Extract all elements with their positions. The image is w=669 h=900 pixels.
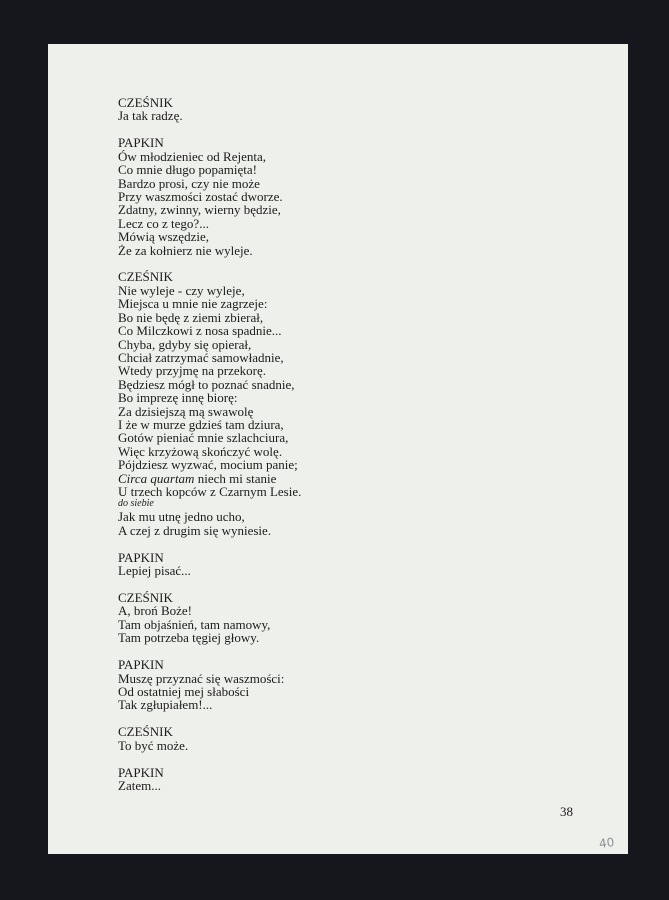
- verse-line: Chyba, gdyby się opierał,: [118, 336, 252, 352]
- speaker-name: PAPKIN: [118, 549, 164, 565]
- verse-line: Zdatny, zwinny, wierny będzie,: [118, 202, 281, 218]
- verse-line-rest: niech mi stanie: [194, 470, 277, 486]
- verse-line: Co mnie długo popamięta!: [118, 162, 258, 178]
- speaker-name: CZEŚNIK: [118, 269, 173, 285]
- pencil-page-mark: 40: [598, 835, 616, 851]
- stage-direction: do siebie: [118, 498, 154, 510]
- verse-line: Za dzisiejszą mą swawolę: [118, 403, 254, 419]
- verse-line: A, broń Boże!: [118, 603, 193, 619]
- verse-line: Zatem...: [118, 777, 161, 793]
- verse-line: Lepiej pisać...: [118, 563, 191, 579]
- verse-line: Pójdziesz wyzwać, mocium panie;: [118, 457, 298, 473]
- speaker-name: PAPKIN: [118, 764, 164, 780]
- dialogue-block: [118, 725, 301, 752]
- speaker-name: CZEŚNIK: [118, 590, 173, 605]
- verse-line: Mówią wszędzie,: [118, 229, 209, 245]
- dialogue-block: [118, 96, 301, 123]
- verse-line: Co Milczkowi z nosa spadnie...: [118, 323, 282, 339]
- verse-line: U trzech kopców z Czarnym Lesie.: [118, 483, 302, 499]
- verse-line: Ja tak radzę.: [118, 108, 183, 124]
- verse-line: Przy waszmości zostać dworze.: [118, 188, 283, 204]
- verse-line: Jak mu utnę jedno ucho,: [118, 509, 245, 525]
- verse-line: Lecz co z tego?...: [118, 215, 209, 231]
- verse-line: Tam potrzeba tęgiej głowy.: [118, 630, 260, 646]
- dialogue-block: [118, 551, 301, 578]
- speaker-name: PAPKIN: [118, 657, 164, 673]
- latin-phrase: Circa quartam: [118, 470, 195, 486]
- dialogue-block: [118, 658, 301, 712]
- verse-line: Bardzo prosi, czy nie może: [118, 175, 260, 191]
- page-number: 38: [560, 804, 573, 819]
- verse-line: Że za kołnierz nie wyleje.: [118, 242, 253, 258]
- verse-line: Gotów pieniać mnie szlachciura,: [118, 430, 289, 446]
- dialogue-block: [118, 136, 301, 257]
- verse-line: Miejsca u mnie nie zagrzeje:: [118, 296, 268, 312]
- verse-line: Nie wyleje - czy wyleje,: [118, 282, 245, 298]
- verse-line: A czej z drugim się wyniesie.: [118, 522, 272, 538]
- verse-line: Tam objaśnień, tam namowy,: [118, 616, 271, 632]
- verse-line: Będziesz mógł to poznać snadnie,: [118, 376, 295, 392]
- verse-line: Ów młodzieniec od Rejenta,: [118, 148, 267, 164]
- verse-line: I że w murze gdzieś tam dziura,: [118, 416, 284, 432]
- verse-line: Muszę przyznać się waszmości:: [118, 670, 285, 686]
- verse-line: To być może.: [118, 737, 189, 753]
- speaker-name: CZEŚNIK: [118, 95, 173, 110]
- dialogue-block: [118, 591, 301, 645]
- verse-line-mixed: [118, 472, 301, 485]
- dialogue-block: [118, 766, 301, 793]
- verse-line: Bo nie będę z ziemi zbierał,: [118, 309, 264, 325]
- verse-line: Tak zgłupiałem!...: [118, 697, 213, 713]
- verse-line: Więc krzyżową skończyć wolę.: [118, 443, 283, 459]
- dialogue-block: [118, 270, 301, 537]
- play-text: [118, 96, 301, 806]
- speaker-name: CZEŚNIK: [118, 724, 173, 740]
- verse-line: Wtedy przyjmę na przekorę.: [118, 363, 266, 379]
- verse-line: Bo imprezę innę biorę:: [118, 390, 238, 406]
- speaker-name: PAPKIN: [118, 135, 164, 151]
- verse-line: Chciał zatrzymać samowładnie,: [118, 349, 284, 365]
- document-page: [48, 44, 628, 854]
- verse-line: Od ostatniej mej słabości: [118, 683, 250, 699]
